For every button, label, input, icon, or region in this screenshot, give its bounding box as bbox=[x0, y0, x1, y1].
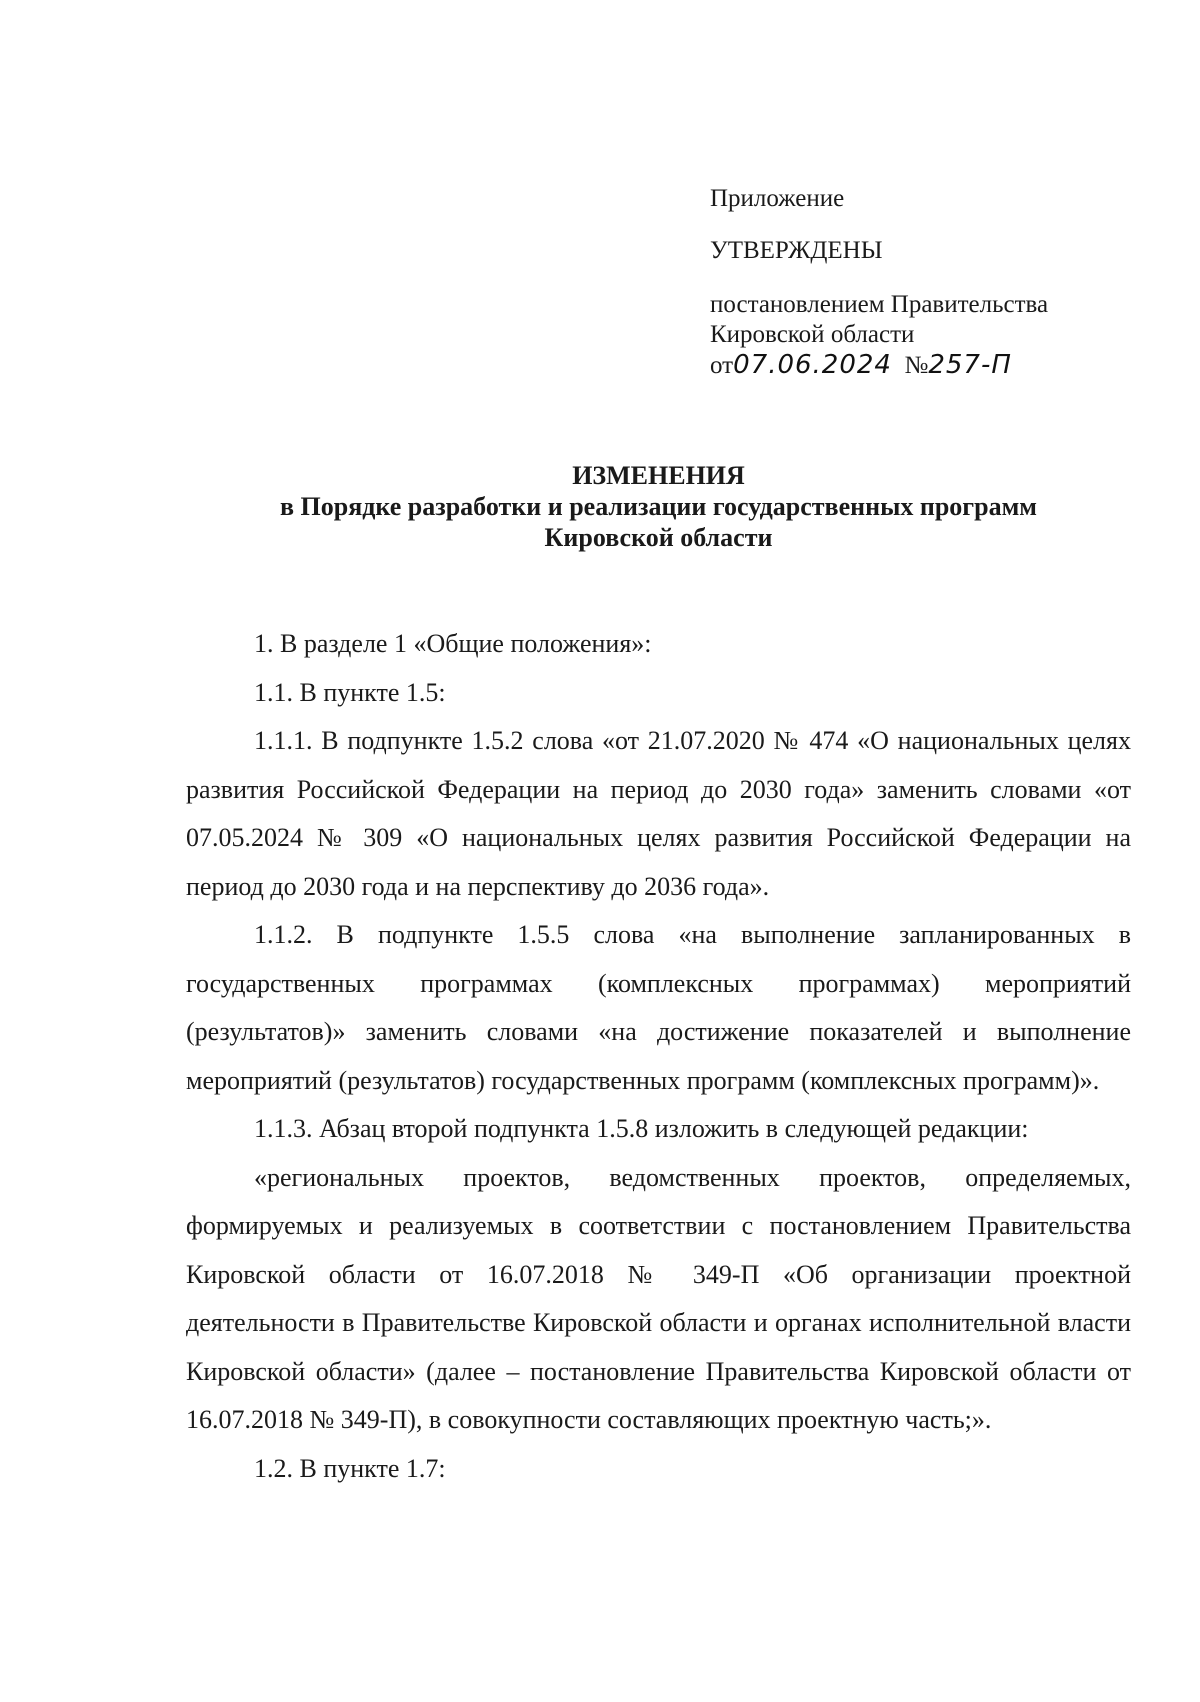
date-prefix: от bbox=[710, 352, 734, 379]
paragraph-section-1: 1. В разделе 1 «Общие положения»: bbox=[254, 629, 652, 658]
number-prefix: № bbox=[904, 352, 929, 379]
decree-line-1: постановлением Правительства bbox=[710, 291, 1049, 318]
appendix-label: Приложение bbox=[710, 185, 845, 212]
decree-line-2: Кировской области bbox=[710, 321, 915, 348]
approval-block bbox=[710, 184, 1130, 381]
document-title bbox=[186, 460, 1131, 553]
paragraph-1-2: 1.2. В пункте 1.7: bbox=[254, 1453, 446, 1483]
handwritten-number: 257-П bbox=[928, 350, 1012, 380]
paragraph-1-1-3: 1.1.3. Абзац второй подпункта 1.5.8 изложить в следующей редакции: bbox=[254, 1114, 1029, 1143]
document-body bbox=[186, 620, 1131, 1493]
handwritten-date: 07.06.2024 bbox=[733, 350, 892, 380]
title-main: ИЗМЕНЕНИЯ bbox=[572, 461, 745, 490]
title-subtitle-line-2: Кировской области bbox=[544, 523, 773, 552]
paragraph-1-1-2: 1.1.2. В подпункте 1.5.5 слова «на выполнение запланированных в государственных программах (комплексных программах) мероприятий (результатов)» заменить словами «на достижение показателей и выполнение мероприятий (результатов) государственных программ (комплексных программ)». bbox=[186, 920, 1131, 1095]
paragraph-quoted-text: «региональных проектов, ведомственных проектов, определяемых, формируемых и реализуемых в соответствии с постановлением Правительства Кировской области от 16.07.2018 № 349-П «Об организации проектной деятельности в Правительстве Кировской области и органах исполнительной власти Кировской области» (далее – постановление Правительства Кировской области от 16.07.2018 № 349-П), в совокупности составляющих проектную часть;». bbox=[186, 1162, 1131, 1434]
approved-label: УТВЕРЖДЕНЫ bbox=[710, 237, 883, 264]
decree-date-number bbox=[710, 350, 1130, 381]
paragraph-1-1: 1.1. В пункте 1.5: bbox=[254, 677, 446, 707]
paragraph-1-1-1: 1.1.1. В подпункте 1.5.2 слова «от 21.07.2020 № 474 «О национальных целях развития Российской Федерации на период до 2030 года» заменить словами «от 07.05.2024 № 309 «О национальных целях развития Российской Федерации на период до 2030 года и на перспективу до 2036 года». bbox=[186, 726, 1131, 901]
title-subtitle-line-1: в Порядке разработки и реализации государственных программ bbox=[279, 492, 1037, 521]
